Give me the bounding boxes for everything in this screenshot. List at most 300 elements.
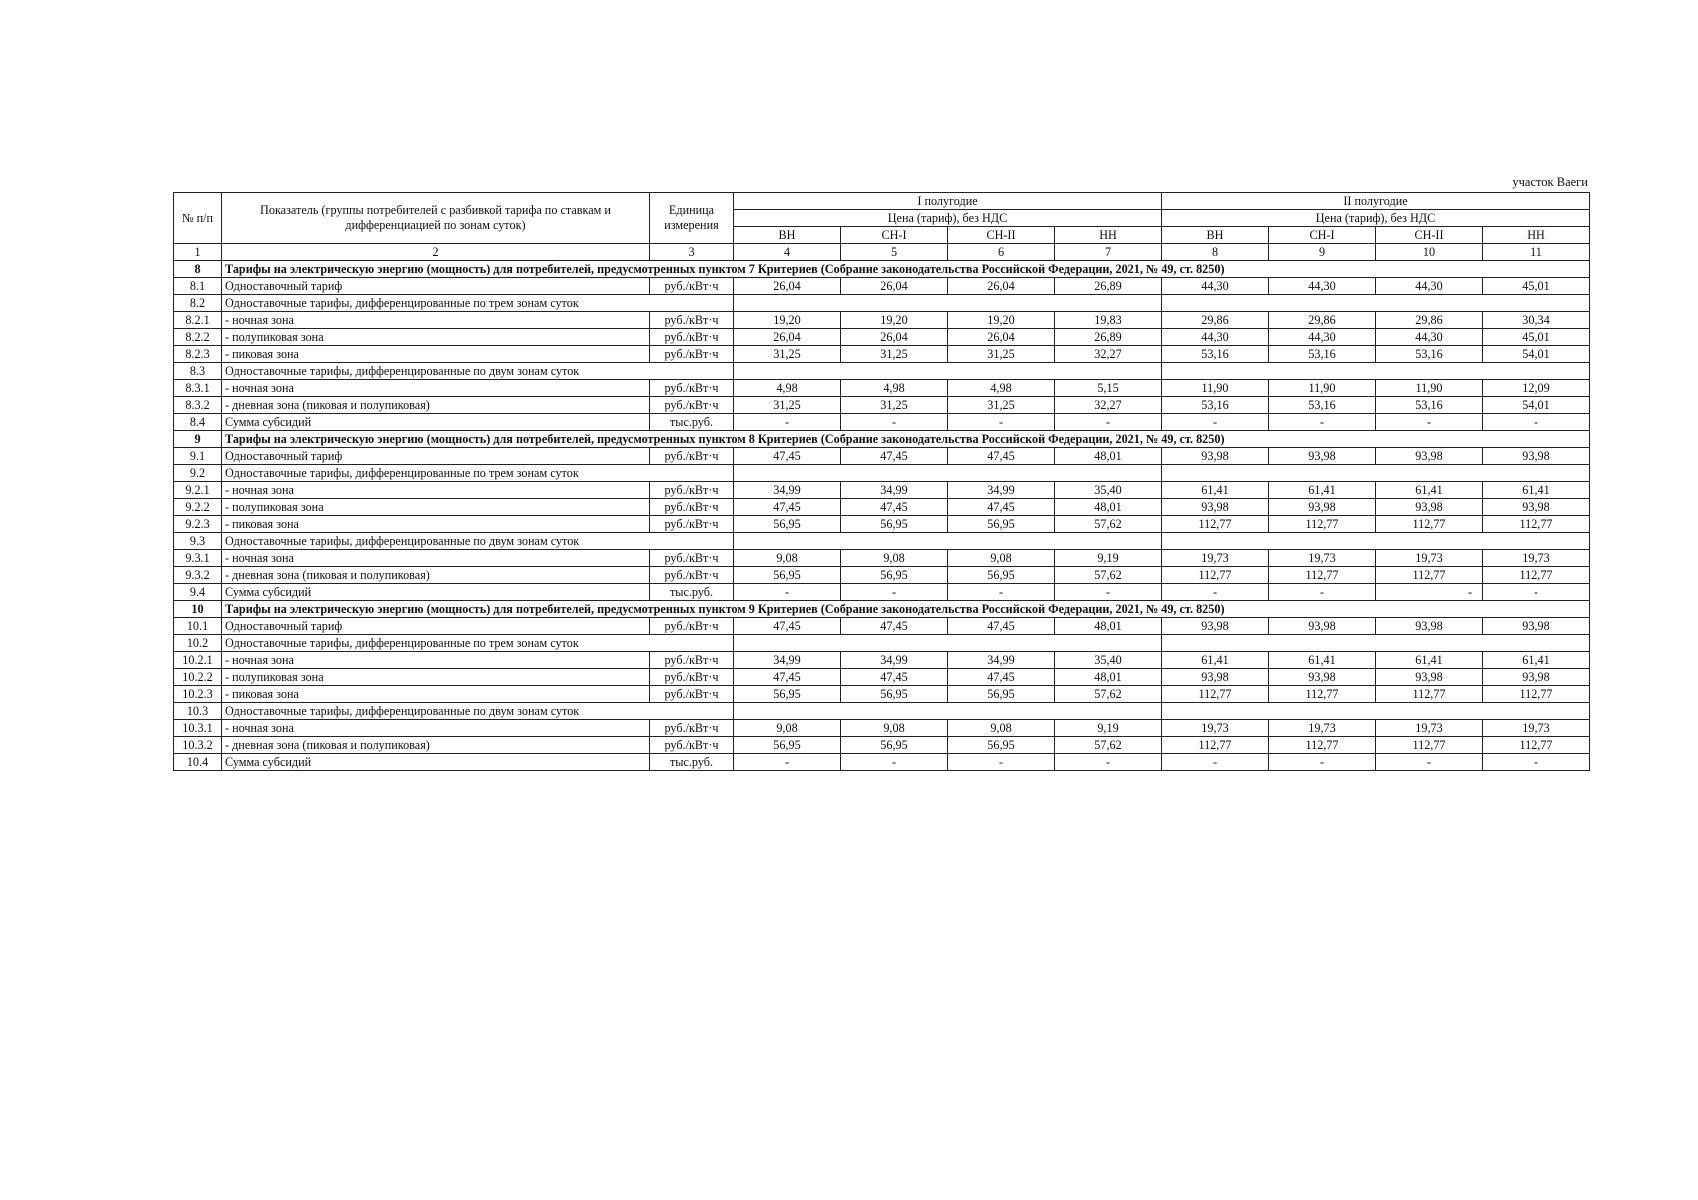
column-number: 9 [1269, 244, 1376, 261]
indicator-name: Одноставочный тариф [222, 278, 650, 295]
unit-cell: руб./кВт·ч [650, 346, 734, 363]
row-number: 10.3.1 [174, 720, 222, 737]
value-cell: - [841, 414, 948, 431]
value-cell: 19,73 [1483, 720, 1590, 737]
value-cell: 47,45 [734, 448, 841, 465]
header-level: СН-II [948, 227, 1055, 244]
table-row [174, 686, 1590, 703]
unit-cell: руб./кВт·ч [650, 482, 734, 499]
row-number: 9.2.1 [174, 482, 222, 499]
value-cell: 29,86 [1376, 312, 1483, 329]
table-body [174, 261, 1590, 771]
value-cell: 93,98 [1162, 448, 1269, 465]
tariff-table [173, 192, 1590, 771]
value-cell: 44,30 [1269, 329, 1376, 346]
unit-cell: руб./кВт·ч [650, 652, 734, 669]
value-cell: 112,77 [1162, 737, 1269, 754]
value-cell: 53,16 [1269, 397, 1376, 414]
table-row [174, 669, 1590, 686]
value-cell: 32,27 [1055, 346, 1162, 363]
group-title: Одноставочные тарифы, дифференцированные по трем зонам суток [222, 635, 734, 652]
indicator-name: - ночная зона [222, 652, 650, 669]
value-cell: 93,98 [1162, 669, 1269, 686]
value-cell: 93,98 [1483, 618, 1590, 635]
value-cell: 31,25 [841, 397, 948, 414]
value-cell: 57,62 [1055, 686, 1162, 703]
indicator-name: - пиковая зона [222, 686, 650, 703]
indicator-name: - ночная зона [222, 312, 650, 329]
value-cell: 31,25 [948, 346, 1055, 363]
table-row [174, 550, 1590, 567]
value-cell: 56,95 [948, 737, 1055, 754]
section-title: Тарифы на электрическую энергию (мощность) для потребителей, предусмотренных пунктом 7 Критериев (Собрание законодательства Российской Федерации, 2021, № 49, ст. 8250) [222, 261, 1590, 278]
value-cell: 19,73 [1269, 550, 1376, 567]
column-number: 6 [948, 244, 1055, 261]
value-cell: 11,90 [1162, 380, 1269, 397]
table-row [174, 737, 1590, 754]
value-cell: 93,98 [1376, 669, 1483, 686]
indicator-name: - полупиковая зона [222, 669, 650, 686]
value-cell: 53,16 [1162, 346, 1269, 363]
header-half2: II полугодие [1162, 193, 1590, 210]
section-row [174, 431, 1590, 448]
value-cell: 56,95 [948, 567, 1055, 584]
empty-cell [734, 533, 1162, 550]
value-cell: 112,77 [1376, 516, 1483, 533]
row-number: 10.3.2 [174, 737, 222, 754]
value-cell: 26,04 [841, 329, 948, 346]
value-cell: 57,62 [1055, 737, 1162, 754]
row-number: 10.4 [174, 754, 222, 771]
indicator-name: Одноставочный тариф [222, 618, 650, 635]
value-cell: 31,25 [734, 346, 841, 363]
value-cell: - [734, 754, 841, 771]
unit-cell: руб./кВт·ч [650, 312, 734, 329]
value-cell: - [734, 584, 841, 601]
value-cell: 12,09 [1483, 380, 1590, 397]
value-cell: 93,98 [1376, 499, 1483, 516]
value-cell: 34,99 [948, 482, 1055, 499]
table-row [174, 329, 1590, 346]
value-cell: - [1162, 414, 1269, 431]
indicator-name: - ночная зона [222, 380, 650, 397]
value-cell: 112,77 [1269, 686, 1376, 703]
empty-cell [734, 465, 1162, 482]
value-cell: 53,16 [1376, 397, 1483, 414]
row-number: 9.2 [174, 465, 222, 482]
empty-cell [1162, 363, 1590, 380]
value-cell: 34,99 [841, 482, 948, 499]
value-cell: 19,73 [1269, 720, 1376, 737]
unit-cell: руб./кВт·ч [650, 516, 734, 533]
value-cell: 44,30 [1376, 278, 1483, 295]
value-cell: 53,16 [1162, 397, 1269, 414]
row-number: 9.1 [174, 448, 222, 465]
value-cell: 9,08 [734, 720, 841, 737]
value-cell: 34,99 [841, 652, 948, 669]
unit-cell: тыс.руб. [650, 754, 734, 771]
value-cell: 47,45 [948, 499, 1055, 516]
table-row [174, 584, 1590, 601]
value-cell: 26,89 [1055, 329, 1162, 346]
indicator-name: - пиковая зона [222, 516, 650, 533]
header-level: НН [1055, 227, 1162, 244]
value-cell: 112,77 [1483, 686, 1590, 703]
value-cell: 93,98 [1483, 448, 1590, 465]
table-row [174, 482, 1590, 499]
row-number: 9.2.3 [174, 516, 222, 533]
value-cell: 26,04 [948, 278, 1055, 295]
indicator-name: Сумма субсидий [222, 414, 650, 431]
row-number: 10.1 [174, 618, 222, 635]
unit-cell: руб./кВт·ч [650, 380, 734, 397]
empty-cell [1162, 533, 1590, 550]
value-cell: 30,34 [1483, 312, 1590, 329]
value-cell: - [1162, 584, 1269, 601]
indicator-name: - пиковая зона [222, 346, 650, 363]
section-title: Тарифы на электрическую энергию (мощность) для потребителей, предусмотренных пунктом 8 Критериев (Собрание законодательства Российской Федерации, 2021, № 49, ст. 8250) [222, 431, 1590, 448]
unit-cell: руб./кВт·ч [650, 567, 734, 584]
value-cell: 44,30 [1269, 278, 1376, 295]
value-cell: 47,45 [734, 618, 841, 635]
value-cell: 56,95 [734, 567, 841, 584]
value-cell: - [1483, 414, 1590, 431]
value-cell: 26,89 [1055, 278, 1162, 295]
value-cell: 93,98 [1162, 499, 1269, 516]
value-cell: 19,20 [948, 312, 1055, 329]
value-cell: 9,08 [734, 550, 841, 567]
header-level: СН-II [1376, 227, 1483, 244]
value-cell: 112,77 [1269, 567, 1376, 584]
empty-cell [1162, 465, 1590, 482]
header-price-half1: Цена (тариф), без НДС [734, 210, 1162, 227]
value-cell: 54,01 [1483, 346, 1590, 363]
indicator-name: - ночная зона [222, 550, 650, 567]
value-cell: 61,41 [1376, 652, 1483, 669]
indicator-name: - ночная зона [222, 482, 650, 499]
value-cell: - [1162, 754, 1269, 771]
column-number: 11 [1483, 244, 1590, 261]
unit-cell: руб./кВт·ч [650, 448, 734, 465]
value-cell: 112,77 [1269, 737, 1376, 754]
row-number: 8.3.2 [174, 397, 222, 414]
column-number: 3 [650, 244, 734, 261]
value-cell: 93,98 [1483, 499, 1590, 516]
row-number: 10 [174, 601, 222, 618]
value-cell: 44,30 [1376, 329, 1483, 346]
value-cell: 34,99 [948, 652, 1055, 669]
group-title: Одноставочные тарифы, дифференцированные по двум зонам суток [222, 533, 734, 550]
column-number: 10 [1376, 244, 1483, 261]
indicator-name: Сумма субсидий [222, 754, 650, 771]
value-cell: 112,77 [1483, 567, 1590, 584]
header-level: ВН [1162, 227, 1269, 244]
value-cell: 93,98 [1376, 448, 1483, 465]
column-number: 4 [734, 244, 841, 261]
value-cell: 112,77 [1269, 516, 1376, 533]
unit-cell: тыс.руб. [650, 584, 734, 601]
value-cell: 93,98 [1269, 448, 1376, 465]
header-level: ВН [734, 227, 841, 244]
value-cell: 61,41 [1376, 482, 1483, 499]
unit-cell: руб./кВт·ч [650, 278, 734, 295]
unit-cell: руб./кВт·ч [650, 397, 734, 414]
value-cell: 112,77 [1376, 737, 1483, 754]
value-cell: 19,73 [1376, 720, 1483, 737]
column-number: 7 [1055, 244, 1162, 261]
table-row [174, 380, 1590, 397]
value-cell: 11,90 [1269, 380, 1376, 397]
indicator-name: - дневная зона (пиковая и полупиковая) [222, 397, 650, 414]
value-cell: 47,45 [948, 669, 1055, 686]
value-cell: 45,01 [1483, 329, 1590, 346]
indicator-name: - ночная зона [222, 720, 650, 737]
section-title: Тарифы на электрическую энергию (мощность) для потребителей, предусмотренных пунктом 9 Критериев (Собрание законодательства Российской Федерации, 2021, № 49, ст. 8250) [222, 601, 1590, 618]
unit-cell: руб./кВт·ч [650, 737, 734, 754]
group-row [174, 295, 1590, 312]
unit-cell: руб./кВт·ч [650, 550, 734, 567]
value-cell: 56,95 [734, 737, 841, 754]
group-title: Одноставочные тарифы, дифференцированные по двум зонам суток [222, 363, 734, 380]
indicator-name: - дневная зона (пиковая и полупиковая) [222, 737, 650, 754]
value-cell: - [1376, 414, 1483, 431]
unit-cell: руб./кВт·ч [650, 499, 734, 516]
table-row [174, 567, 1590, 584]
empty-cell [734, 363, 1162, 380]
value-cell: 56,95 [841, 516, 948, 533]
indicator-name: - полупиковая зона [222, 499, 650, 516]
column-number: 2 [222, 244, 650, 261]
table-row [174, 516, 1590, 533]
group-row [174, 635, 1590, 652]
row-number: 8.1 [174, 278, 222, 295]
group-row [174, 465, 1590, 482]
value-cell: 19,73 [1483, 550, 1590, 567]
value-cell: - [1483, 754, 1590, 771]
group-row [174, 703, 1590, 720]
value-cell: 61,41 [1483, 482, 1590, 499]
value-cell: 19,20 [841, 312, 948, 329]
value-cell: 112,77 [1376, 567, 1483, 584]
value-cell: 31,25 [948, 397, 1055, 414]
value-cell: 29,86 [1269, 312, 1376, 329]
row-number: 10.2 [174, 635, 222, 652]
value-cell: 44,30 [1162, 278, 1269, 295]
indicator-name: Одноставочный тариф [222, 448, 650, 465]
row-number: 8.3 [174, 363, 222, 380]
value-cell: - [948, 414, 1055, 431]
value-cell: 32,27 [1055, 397, 1162, 414]
row-number: 8.3.1 [174, 380, 222, 397]
value-cell: 56,95 [841, 737, 948, 754]
indicator-name: - полупиковая зона [222, 329, 650, 346]
unit-cell: руб./кВт·ч [650, 618, 734, 635]
unit-cell: руб./кВт·ч [650, 669, 734, 686]
value-cell: 31,25 [841, 346, 948, 363]
value-cell: 112,77 [1162, 516, 1269, 533]
group-row [174, 363, 1590, 380]
value-cell: 61,41 [1162, 652, 1269, 669]
empty-cell [734, 635, 1162, 652]
row-number: 8.2.1 [174, 312, 222, 329]
table-row [174, 618, 1590, 635]
column-numbers-row [174, 244, 1590, 261]
header-price-half2: Цена (тариф), без НДС [1162, 210, 1590, 227]
header-indicator: Показатель (группы потребителей с разбивкой тарифа по ставкам и дифференциацией по зонам суток) [222, 193, 650, 244]
table-row [174, 414, 1590, 431]
value-cell: 112,77 [1162, 567, 1269, 584]
value-cell: 47,45 [841, 448, 948, 465]
value-cell: 93,98 [1269, 499, 1376, 516]
empty-cell [734, 295, 1162, 312]
value-cell: 93,98 [1269, 669, 1376, 686]
row-number: 8.2.2 [174, 329, 222, 346]
value-cell: 9,08 [841, 720, 948, 737]
value-cell: 29,86 [1162, 312, 1269, 329]
value-cell: 48,01 [1055, 448, 1162, 465]
indicator-name: - дневная зона (пиковая и полупиковая) [222, 567, 650, 584]
header-level: СН-I [841, 227, 948, 244]
row-number: 9.4 [174, 584, 222, 601]
value-cell: 47,45 [948, 448, 1055, 465]
row-number: 9.3.1 [174, 550, 222, 567]
table-row [174, 346, 1590, 363]
value-cell: 56,95 [948, 516, 1055, 533]
value-cell: 26,04 [841, 278, 948, 295]
table-row [174, 754, 1590, 771]
unit-cell: тыс.руб. [650, 414, 734, 431]
value-cell: 19,83 [1055, 312, 1162, 329]
table-row [174, 397, 1590, 414]
value-cell: - [734, 414, 841, 431]
table-row [174, 652, 1590, 669]
value-cell: - [1269, 584, 1376, 601]
value-cell: 5,15 [1055, 380, 1162, 397]
value-cell: 35,40 [1055, 652, 1162, 669]
value-cell: 4,98 [734, 380, 841, 397]
value-cell: 54,01 [1483, 397, 1590, 414]
value-cell: 9,08 [948, 550, 1055, 567]
value-cell: 11,90 [1376, 380, 1483, 397]
header-level: СН-I [1269, 227, 1376, 244]
empty-cell [1162, 295, 1590, 312]
value-cell: 93,98 [1162, 618, 1269, 635]
value-cell: - [948, 584, 1055, 601]
value-cell: 4,98 [841, 380, 948, 397]
unit-cell: руб./кВт·ч [650, 720, 734, 737]
table-row [174, 720, 1590, 737]
row-number: 9.3 [174, 533, 222, 550]
value-cell: - [1376, 584, 1483, 601]
value-cell: - [1055, 754, 1162, 771]
row-number: 8.4 [174, 414, 222, 431]
group-title: Одноставочные тарифы, дифференцированные по двум зонам суток [222, 703, 734, 720]
value-cell: 56,95 [734, 516, 841, 533]
value-cell: 61,41 [1162, 482, 1269, 499]
header-level: НН [1483, 227, 1590, 244]
value-cell: 112,77 [1483, 737, 1590, 754]
value-cell: 53,16 [1269, 346, 1376, 363]
header-half1: I полугодие [734, 193, 1162, 210]
section-row [174, 261, 1590, 278]
unit-cell: руб./кВт·ч [650, 329, 734, 346]
value-cell: 35,40 [1055, 482, 1162, 499]
group-row [174, 533, 1590, 550]
value-cell: 61,41 [1483, 652, 1590, 669]
value-cell: 47,45 [734, 669, 841, 686]
value-cell: - [1055, 584, 1162, 601]
indicator-name: Сумма субсидий [222, 584, 650, 601]
value-cell: - [1055, 414, 1162, 431]
value-cell: - [841, 584, 948, 601]
unit-cell: руб./кВт·ч [650, 686, 734, 703]
value-cell: 61,41 [1269, 652, 1376, 669]
row-number: 8 [174, 261, 222, 278]
column-number: 8 [1162, 244, 1269, 261]
row-number: 10.2.1 [174, 652, 222, 669]
value-cell: - [1269, 414, 1376, 431]
value-cell: 56,95 [841, 567, 948, 584]
value-cell: 9,08 [841, 550, 948, 567]
value-cell: 47,45 [841, 669, 948, 686]
row-number: 8.2 [174, 295, 222, 312]
value-cell: 47,45 [734, 499, 841, 516]
value-cell: 48,01 [1055, 499, 1162, 516]
table-row [174, 278, 1590, 295]
value-cell: 56,95 [948, 686, 1055, 703]
value-cell: 93,98 [1483, 669, 1590, 686]
value-cell: 19,73 [1376, 550, 1483, 567]
column-number: 5 [841, 244, 948, 261]
value-cell: 57,62 [1055, 516, 1162, 533]
value-cell: 26,04 [734, 329, 841, 346]
value-cell: - [1269, 754, 1376, 771]
value-cell: 4,98 [948, 380, 1055, 397]
value-cell: 47,45 [841, 618, 948, 635]
row-number: 10.2.2 [174, 669, 222, 686]
value-cell: 26,04 [734, 278, 841, 295]
value-cell: 31,25 [734, 397, 841, 414]
value-cell: 9,19 [1055, 720, 1162, 737]
value-cell: - [948, 754, 1055, 771]
value-cell: 47,45 [948, 618, 1055, 635]
group-title: Одноставочные тарифы, дифференцированные по трем зонам суток [222, 295, 734, 312]
row-number: 8.2.3 [174, 346, 222, 363]
value-cell: 112,77 [1376, 686, 1483, 703]
section-caption: участок Ваеги [1512, 175, 1588, 189]
value-cell: - [1483, 584, 1590, 601]
value-cell: - [841, 754, 948, 771]
value-cell: 9,08 [948, 720, 1055, 737]
value-cell: 9,19 [1055, 550, 1162, 567]
value-cell: 112,77 [1162, 686, 1269, 703]
table-row [174, 499, 1590, 516]
value-cell: 48,01 [1055, 669, 1162, 686]
row-number: 10.2.3 [174, 686, 222, 703]
empty-cell [1162, 635, 1590, 652]
value-cell: 34,99 [734, 482, 841, 499]
empty-cell [734, 703, 1162, 720]
value-cell: 53,16 [1376, 346, 1483, 363]
table-row [174, 448, 1590, 465]
header-unit: Единица измерения [650, 193, 734, 244]
value-cell: 34,99 [734, 652, 841, 669]
value-cell: 57,62 [1055, 567, 1162, 584]
row-number: 9.2.2 [174, 499, 222, 516]
table-row [174, 312, 1590, 329]
value-cell: 26,04 [948, 329, 1055, 346]
row-number: 9 [174, 431, 222, 448]
